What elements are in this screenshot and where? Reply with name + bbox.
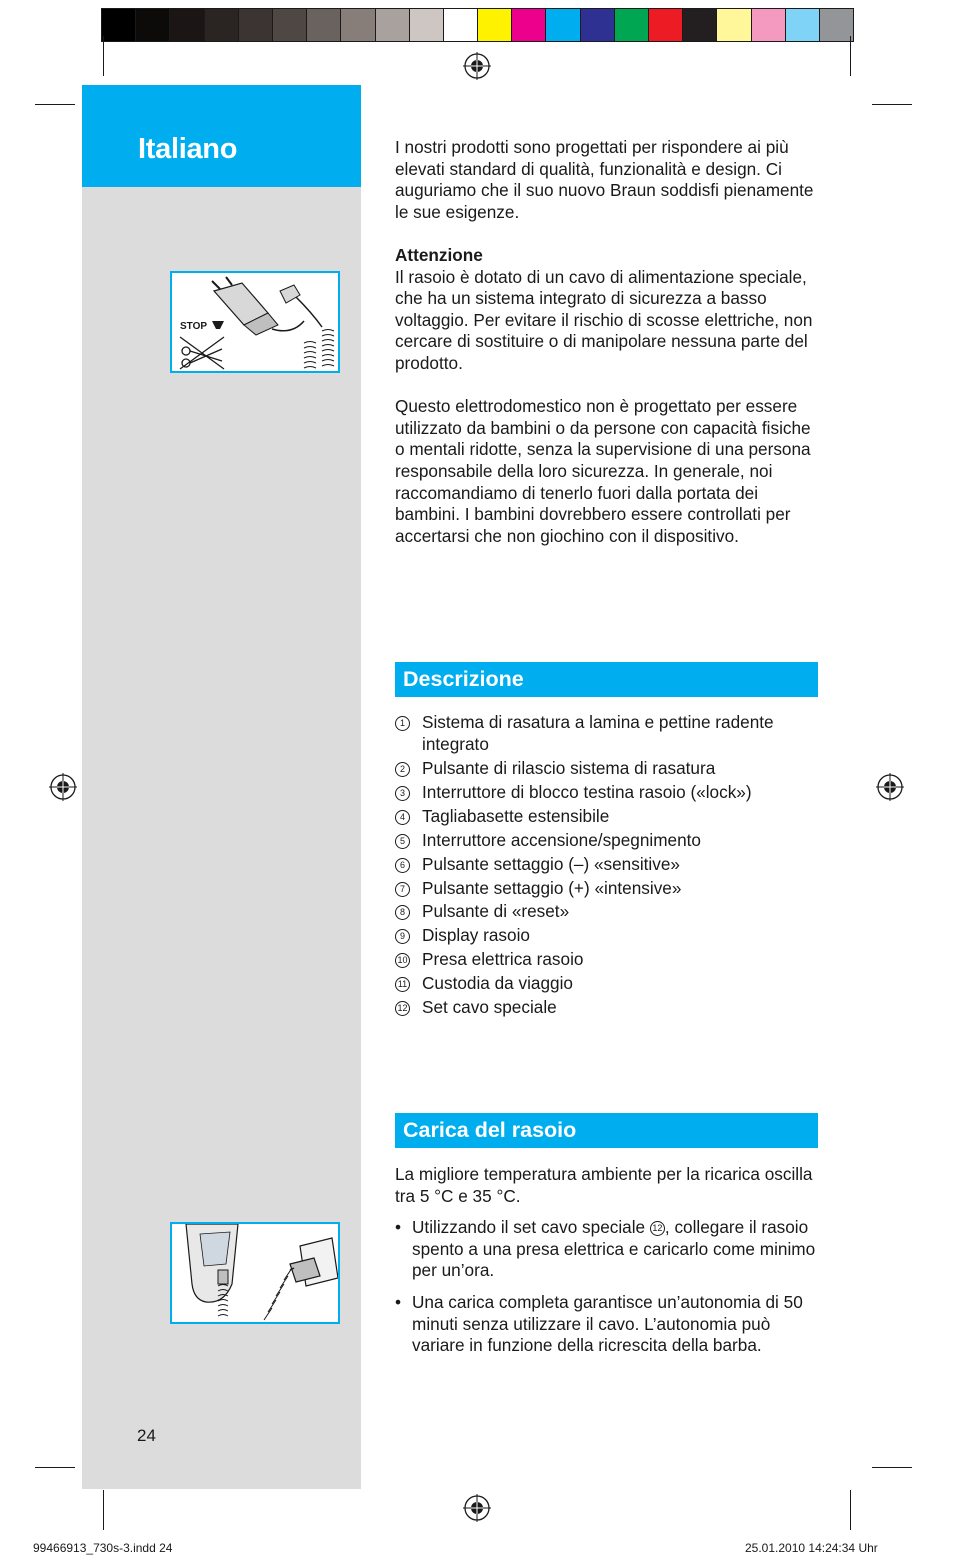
crop-mark: [35, 104, 75, 105]
crop-mark: [850, 36, 851, 76]
print-color-bar: [101, 8, 854, 42]
color-swatch: [717, 9, 751, 41]
warning-section: [395, 245, 819, 547]
item-number-badge: 11: [395, 977, 410, 992]
registration-mark-icon: [49, 773, 77, 801]
item-number-badge: 5: [395, 834, 410, 849]
footer-timestamp: 25.01.2010 14:24:34 Uhr: [745, 1541, 878, 1555]
crop-mark: [103, 36, 104, 76]
crop-mark: [35, 1467, 75, 1468]
charging-bullet-2: • Una carica completa garantisce un’autonomia di 50 minuti senza utilizzare il cavo. L’autonomia può variare in funzione della ricrescita della barba.: [395, 1292, 819, 1357]
registration-mark-icon: [876, 773, 904, 801]
color-swatch: [136, 9, 170, 41]
crop-mark: [850, 1490, 851, 1530]
charging-section: [395, 1164, 819, 1357]
list-item: [395, 973, 819, 995]
list-item: [395, 997, 819, 1019]
list-item: [395, 758, 819, 780]
color-swatch: [205, 9, 239, 41]
list-item-text: Pulsante di «reset»: [422, 901, 570, 922]
color-swatch: [478, 9, 512, 41]
color-swatch: [273, 9, 307, 41]
item-number-badge: 3: [395, 786, 410, 801]
color-swatch: [615, 9, 649, 41]
list-item: [395, 901, 819, 923]
list-item: [395, 712, 819, 755]
item-number-badge: 4: [395, 810, 410, 825]
color-swatch: [581, 9, 615, 41]
item-number-badge: 2: [395, 762, 410, 777]
crop-mark: [872, 1467, 912, 1468]
crop-mark: [103, 1490, 104, 1530]
item-number-badge: 9: [395, 929, 410, 944]
list-item: [395, 806, 819, 828]
item-number-badge: 12: [650, 1221, 665, 1236]
list-item: [395, 949, 819, 971]
list-item-text: Interruttore di blocco testina rasoio («lock»): [422, 781, 752, 802]
list-item-text: Presa elettrica rasoio: [422, 949, 584, 970]
item-number-badge: 6: [395, 858, 410, 873]
section-heading-description: Descrizione: [395, 662, 818, 697]
intro-paragraph: [395, 137, 819, 223]
warning-heading: Attenzione: [395, 245, 483, 265]
color-swatch: [683, 9, 717, 41]
title-block: [82, 85, 361, 187]
list-item-text: Interruttore accensione/spegnimento: [422, 829, 701, 850]
item-number-badge: 10: [395, 953, 410, 968]
registration-mark-icon: [463, 1494, 491, 1522]
crop-mark: [872, 104, 912, 105]
warning-paragraph-1: Il rasoio è dotato di un cavo di alimentazione speciale, che ha un sistema integrato di sicurezza a basso voltaggio. Per evitare il rischio di scosse elettriche, non cercare di sostituire o di manipolare nessuna parte del prodotto.: [395, 266, 813, 373]
list-item-text: Pulsante settaggio (–) «sensitive»: [422, 853, 680, 874]
page-title: Italiano: [138, 133, 238, 165]
color-swatch: [512, 9, 546, 41]
stop-label: STOP: [180, 321, 208, 332]
charging-bullet-1-post: , collegare il rasoio spento a una presa elettrica e caricarlo come minimo per un’ora.: [412, 1217, 816, 1281]
charging-illustration: [170, 1222, 340, 1324]
charging-bullet-1-pre: Utilizzando il set cavo speciale: [412, 1217, 646, 1238]
item-number-badge: 7: [395, 882, 410, 897]
color-swatch: [376, 9, 410, 41]
color-swatch: [102, 9, 136, 41]
list-item-text: Pulsante di rilascio sistema di rasatura: [422, 757, 716, 778]
intro-text: I nostri prodotti sono progettati per rispondere ai più elevati standard di qualità, funzionalità e design. Ci auguriamo che il suo nuovo Braun soddisfi pienamente le sue esigenze.: [395, 137, 814, 222]
color-swatch: [307, 9, 341, 41]
list-item: [395, 854, 819, 876]
item-number-badge: 8: [395, 905, 410, 920]
color-swatch: [170, 9, 204, 41]
page-number: 24: [137, 1426, 156, 1445]
color-swatch: [786, 9, 820, 41]
list-item: [395, 925, 819, 947]
list-item-text: Sistema di rasatura a lamina e pettine radente integrato: [422, 712, 774, 754]
list-item: [395, 830, 819, 852]
warning-paragraph-2: Questo elettrodomestico non è progettato per essere utilizzato da bambini o da persone con capacità fisiche o mentali ridotte, senza la supervisione di una persona responsabile della loro sicurezza. In generale, noi raccomandiamo di tenerlo fuori dalla portata dei bambini. I bambini dovrebbero essere controllati per accertarsi che non giochino con il dispositivo.: [395, 396, 811, 546]
registration-mark-icon: [463, 52, 491, 80]
color-swatch: [820, 9, 853, 41]
color-swatch: [649, 9, 683, 41]
list-item-text: Custodia da viaggio: [422, 973, 573, 994]
description-list: [395, 712, 819, 1021]
list-item: [395, 782, 819, 804]
list-item-text: Display rasoio: [422, 925, 530, 946]
color-swatch: [546, 9, 580, 41]
plug-warning-illustration: [170, 271, 340, 373]
footer-file-info: 99466913_730s-3.indd 24: [33, 1541, 173, 1555]
color-swatch: [341, 9, 375, 41]
item-number-badge: 1: [395, 716, 410, 731]
charging-intro: La migliore temperatura ambiente per la ricarica oscilla tra 5 °C e 35 °C.: [395, 1164, 813, 1206]
list-item-text: Pulsante settaggio (+) «intensive»: [422, 877, 682, 898]
color-swatch: [410, 9, 444, 41]
list-item-text: Tagliabasette estensibile: [422, 805, 610, 826]
list-item-text: Set cavo speciale: [422, 997, 557, 1018]
section-heading-charging: Carica del rasoio: [395, 1113, 818, 1148]
item-number-badge: 12: [395, 1001, 410, 1016]
charging-bullet-1: [395, 1217, 819, 1282]
color-swatch: [752, 9, 786, 41]
list-item: [395, 878, 819, 900]
color-swatch: [444, 9, 478, 41]
color-swatch: [239, 9, 273, 41]
